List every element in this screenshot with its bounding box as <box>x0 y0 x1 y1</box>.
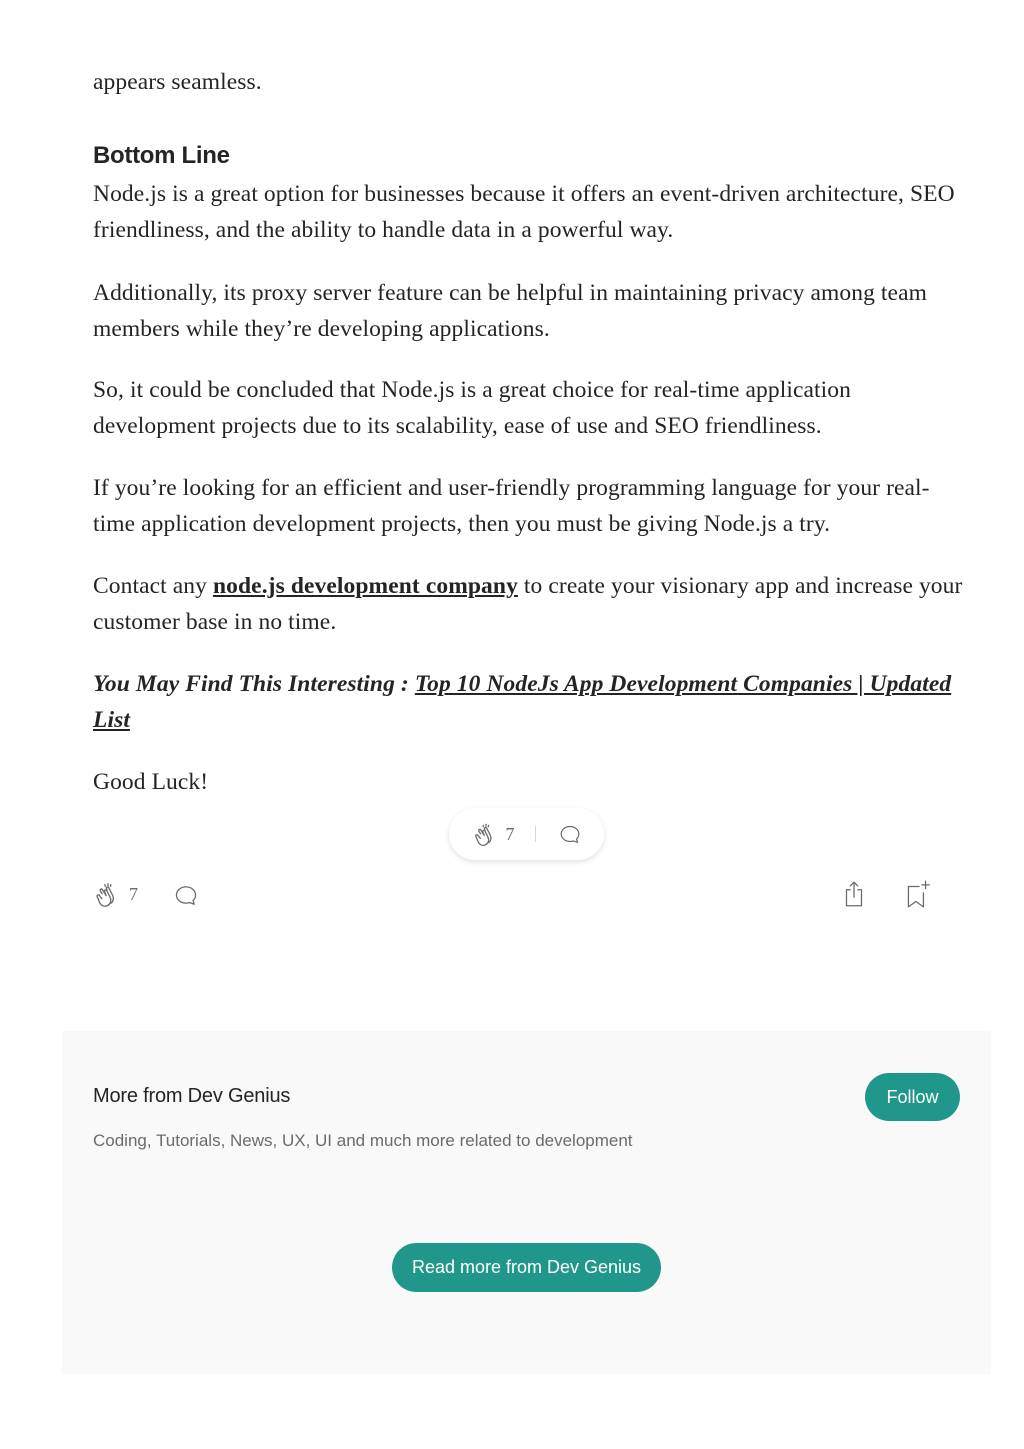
section-heading: Bottom Line <box>93 142 230 169</box>
clap-icon[interactable] <box>472 820 500 848</box>
follow-button[interactable]: Follow <box>865 1073 960 1121</box>
share-icon[interactable] <box>841 879 867 909</box>
paragraph-3: So, it could be concluded that Node.js is a great choice for real-time application development projects due to its scalability, ease of use and SEO friendliness. <box>93 377 851 439</box>
bookmark-icon[interactable] <box>903 879 931 909</box>
paragraph-contact <box>93 568 963 640</box>
more-from-publication-panel <box>62 1031 991 1374</box>
interesting-label: You May Find This Interesting : <box>93 671 415 697</box>
floating-divider <box>535 826 536 842</box>
contact-text-before: Contact any <box>93 573 213 599</box>
floating-action-bar <box>449 808 604 860</box>
response-icon[interactable] <box>558 822 582 846</box>
floating-clap-count: 7 <box>505 823 515 844</box>
paragraph-1: Node.js is a great option for businesses because it offers an event-driven architecture, SEO friendliness, and the ability to handle data in a powerful way. <box>93 181 955 243</box>
clap-icon[interactable] <box>93 879 123 909</box>
top10-companies-link[interactable]: Top 10 NodeJs App Development Companies | Updated List <box>93 671 952 733</box>
paragraph-intro-tail: appears seamless. <box>93 69 262 95</box>
publication-description: Coding, Tutorials, News, UX, UI and much more related to development <box>93 1131 633 1150</box>
response-icon[interactable] <box>173 882 199 908</box>
article-action-bar <box>93 876 943 916</box>
paragraph-interesting <box>93 666 963 738</box>
more-from-title: More from Dev Genius <box>93 1085 291 1107</box>
paragraph-2: Additionally, its proxy server feature can be helpful in maintaining privacy among team members while they’re developing applications. <box>93 280 927 342</box>
nodejs-company-link[interactable]: node.js development company <box>212 573 518 599</box>
contact-text-after: to create your visionary app and increase your customer base in no time. <box>93 573 963 635</box>
paragraph-closing: Good Luck! <box>93 769 209 795</box>
read-more-button[interactable]: Read more from Dev Genius <box>392 1243 661 1292</box>
paragraph-4: If you’re looking for an efficient and user-friendly programming language for your real-time application development projects, then you must be giving Node.js a try. <box>93 475 930 537</box>
clap-count: 7 <box>129 884 138 904</box>
